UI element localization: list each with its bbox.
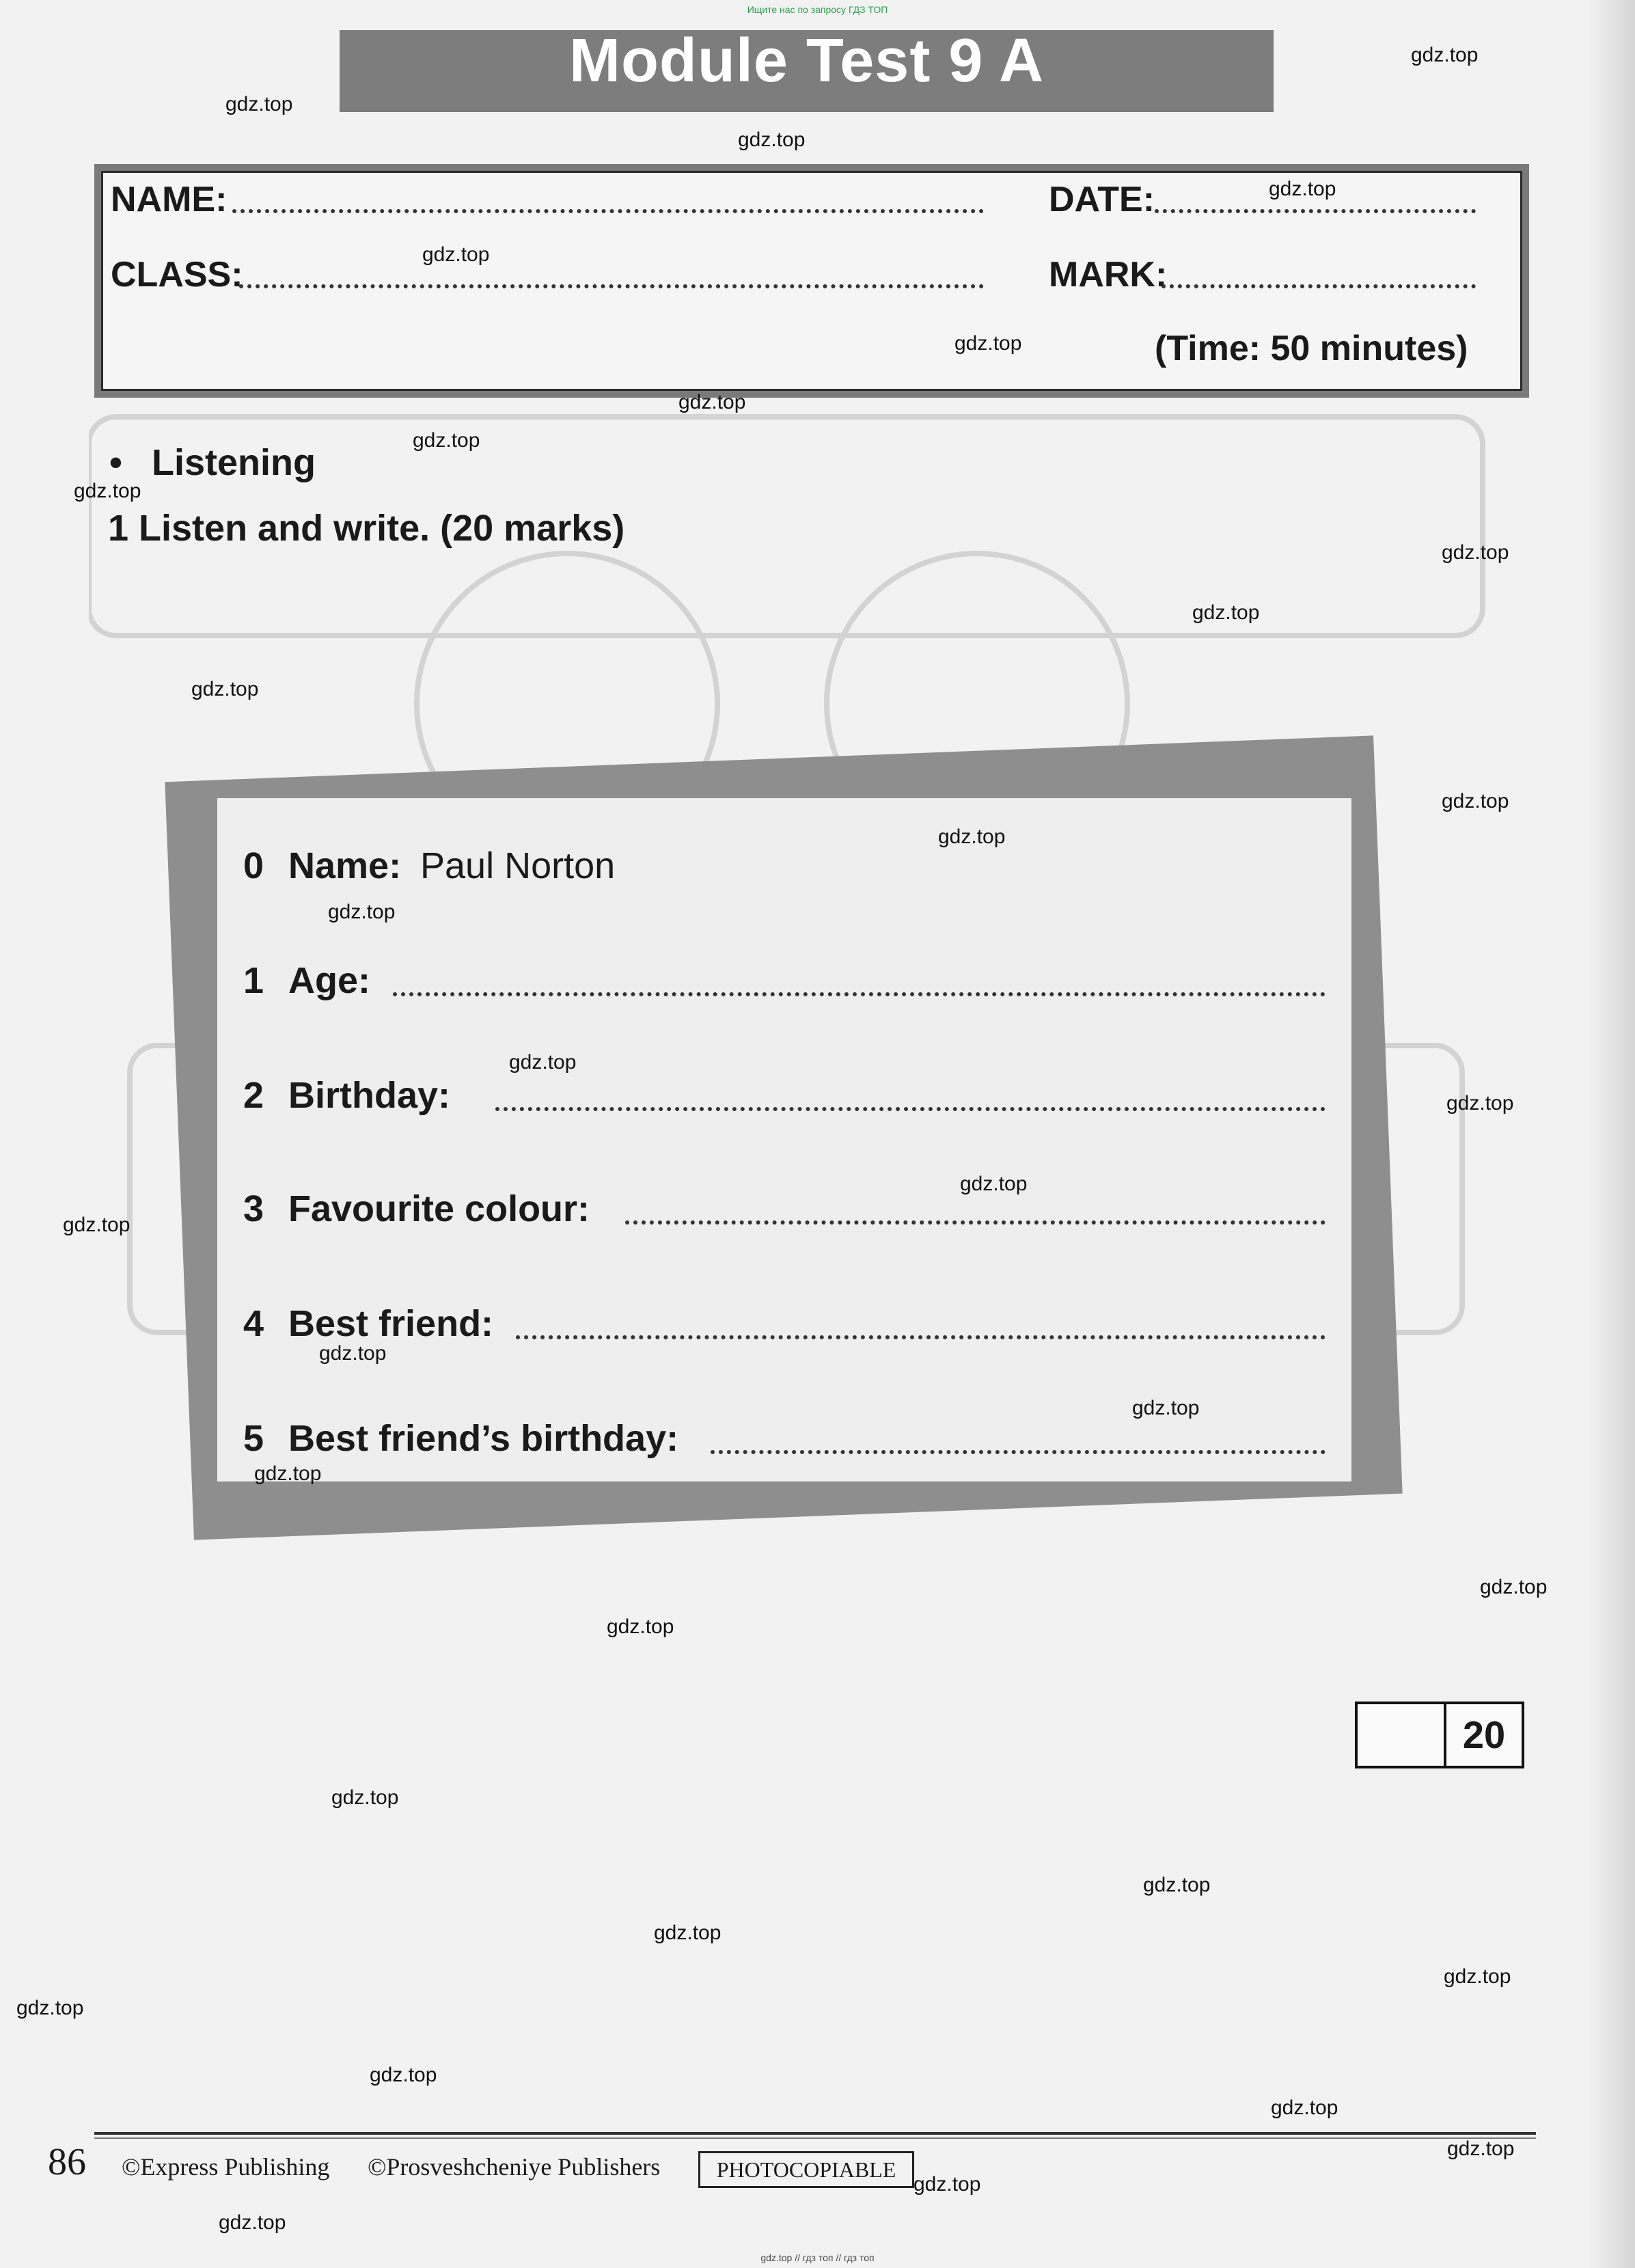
task-instruction: 1 Listen and write. (20 marks) <box>108 508 625 549</box>
watermark: gdz.top <box>654 1922 722 1944</box>
field-label-best-friend: Best friend: <box>288 1303 494 1344</box>
field-number: 2 <box>243 1075 264 1116</box>
watermark: gdz.top <box>1269 178 1336 200</box>
page-edge-shadow <box>1587 0 1635 2268</box>
field-label-best-friend-birthday: Best friend’s birthday: <box>288 1418 679 1459</box>
watermark: gdz.top <box>1442 790 1509 812</box>
score-value: 20 <box>1444 1704 1522 1766</box>
section-bullet: • <box>109 442 122 483</box>
name-field[interactable] <box>232 202 984 213</box>
watermark: gdz.top <box>63 1214 130 1236</box>
top-note: Ищите нас по запросу ГДЗ ТОП <box>747 4 888 15</box>
section-heading: Listening <box>152 442 316 483</box>
watermark: gdz.top <box>1442 541 1509 564</box>
field-number: 1 <box>243 960 264 1001</box>
field-input-birthday[interactable] <box>495 1100 1325 1111</box>
class-field[interactable] <box>239 277 984 288</box>
time-limit: (Time: 50 minutes) <box>1155 329 1468 368</box>
watermark: gdz.top <box>74 480 141 502</box>
mark-field[interactable] <box>1162 277 1476 288</box>
publisher-prosveshcheniye: ©Prosveshcheniye Publishers <box>368 2153 661 2181</box>
watermark: gdz.top <box>225 93 293 115</box>
watermark: gdz.top <box>678 391 746 413</box>
watermark: gdz.top <box>328 901 396 923</box>
watermark: gdz.top <box>960 1173 1028 1195</box>
watermark: gdz.top <box>1447 2137 1515 2160</box>
name-label: NAME: <box>111 180 228 219</box>
field-label-favourite-colour: Favourite colour: <box>288 1188 590 1229</box>
field-label-birthday: Birthday: <box>288 1075 451 1116</box>
mark-label: MARK: <box>1049 255 1168 295</box>
date-label: DATE: <box>1049 180 1155 219</box>
field-value-name: Paul Norton <box>420 845 616 886</box>
watermark: gdz.top <box>1446 1092 1514 1115</box>
date-field[interactable] <box>1155 202 1476 213</box>
footer-rule <box>94 2132 1536 2135</box>
watermark: gdz.top <box>413 429 480 452</box>
field-label-name: Name: <box>288 845 402 886</box>
field-input-best-friend[interactable] <box>516 1328 1325 1339</box>
score-box <box>1355 1702 1524 1768</box>
watermark: gdz.top <box>938 825 1006 848</box>
watermark: gdz.top <box>254 1462 322 1485</box>
watermark: gdz.top <box>422 243 490 266</box>
page-number: 86 <box>48 2141 86 2183</box>
watermark: gdz.top <box>319 1342 387 1365</box>
field-input-favourite-colour[interactable] <box>625 1214 1325 1225</box>
watermark: gdz.top <box>1444 1965 1511 1988</box>
watermark: gdz.top <box>509 1051 577 1074</box>
watermark: gdz.top <box>219 2211 286 2234</box>
class-label: CLASS: <box>111 255 243 295</box>
watermark: gdz.top <box>607 1615 674 1638</box>
field-input-best-friend-birthday[interactable] <box>711 1443 1325 1454</box>
watermark: gdz.top <box>738 128 806 151</box>
bottom-note: gdz.top // гдз топ // гдз топ <box>760 2252 875 2263</box>
watermark: gdz.top <box>1192 601 1260 624</box>
footer-rule-thin <box>94 2137 1536 2139</box>
field-input-age[interactable] <box>393 985 1325 996</box>
field-number: 0 <box>243 845 264 886</box>
watermark: gdz.top <box>1271 2096 1338 2119</box>
watermark: gdz.top <box>954 332 1022 355</box>
watermark: gdz.top <box>370 2064 437 2086</box>
watermark: gdz.top <box>1143 1874 1211 1896</box>
watermark: gdz.top <box>191 678 259 700</box>
watermark: gdz.top <box>16 1997 84 2019</box>
watermark: gdz.top <box>1411 44 1479 66</box>
watermark: gdz.top <box>1132 1397 1200 1419</box>
publisher-express: ©Express Publishing <box>122 2153 330 2181</box>
field-label-age: Age: <box>288 960 370 1001</box>
watermark: gdz.top <box>913 2173 981 2196</box>
photocopiable-stamp: PHOTOCOPIABLE <box>698 2151 914 2188</box>
field-number: 4 <box>243 1303 264 1344</box>
watermark: gdz.top <box>1480 1576 1548 1598</box>
page-title: Module Test 9 A <box>568 27 1045 95</box>
field-number: 5 <box>243 1418 264 1459</box>
field-number: 3 <box>243 1188 264 1229</box>
watermark: gdz.top <box>331 1786 399 1809</box>
